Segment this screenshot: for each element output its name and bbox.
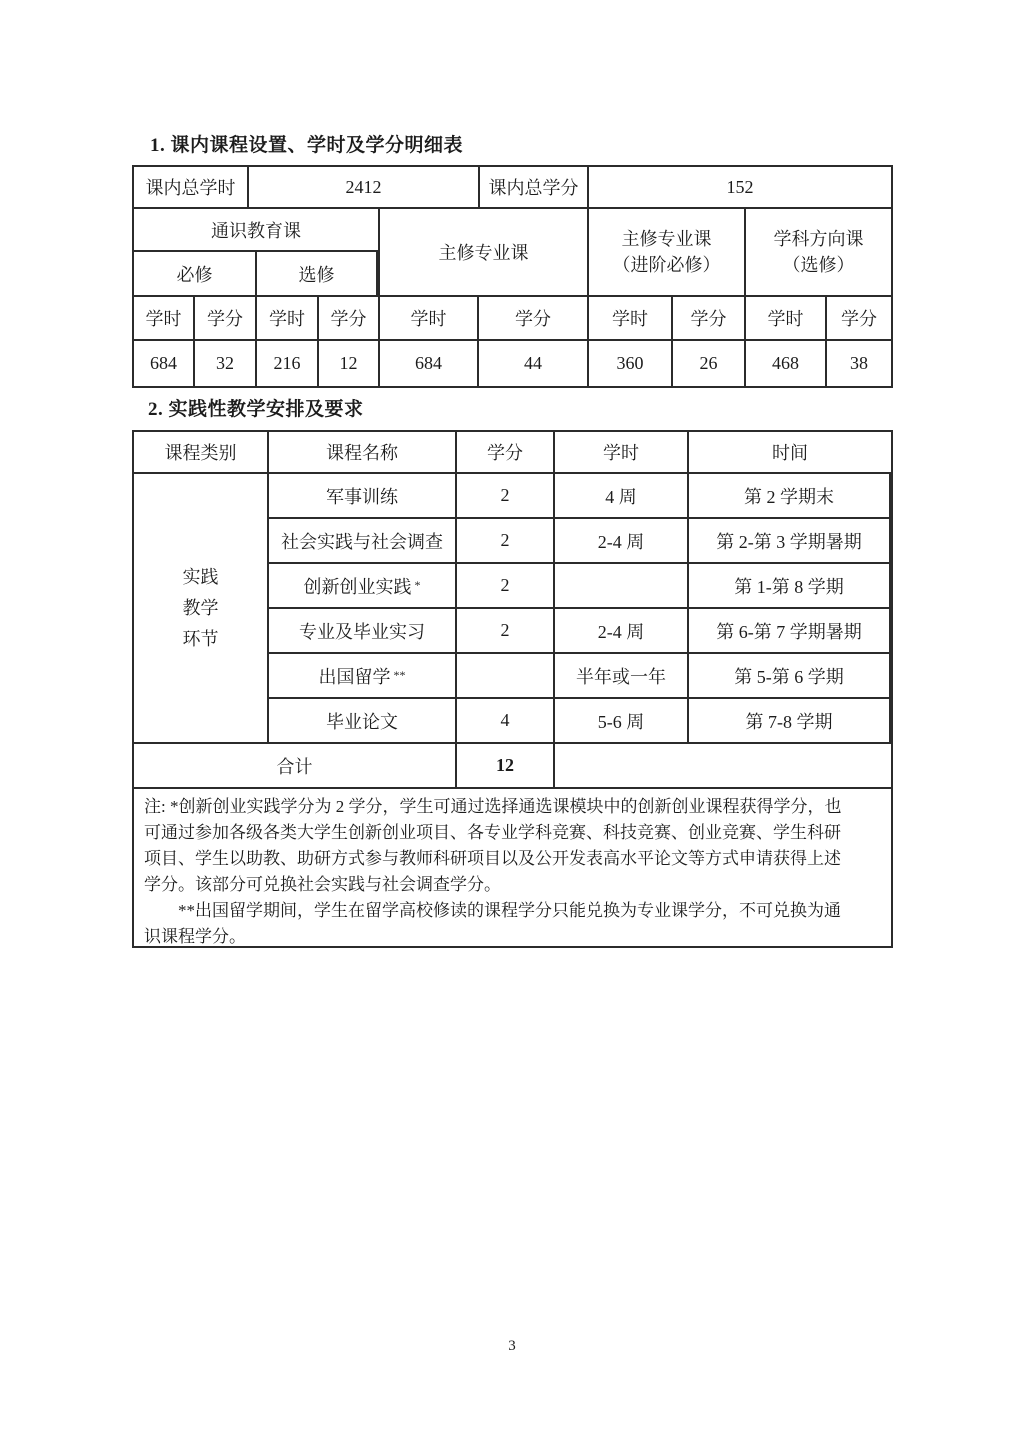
course-hours-cell: 2-4 周	[555, 519, 689, 562]
section1-title: 1. 课内课程设置、学时及学分明细表	[150, 135, 464, 156]
course-credits-cell: 2	[457, 564, 555, 607]
req-credits-value-cell: 32	[195, 341, 257, 386]
course-credits-cell	[457, 654, 555, 697]
course-hours-cell: 半年或一年	[555, 654, 689, 697]
category-header-cell: 课程类别	[134, 432, 269, 472]
hours-credits-value-row	[134, 341, 891, 386]
note-line: 可通过参加各级各类大学生创新创业项目、各专业学科竞赛、科技竞赛、创业竞赛、学生科研	[144, 823, 841, 842]
page-number: 3	[508, 1338, 516, 1354]
dir-hours-header-cell: 学时	[746, 297, 827, 339]
course-name-text: 出国留学	[318, 666, 391, 687]
total-credits-label-cell: 课内总学分	[480, 167, 589, 207]
practice-teaching-table	[132, 430, 893, 948]
major-advanced-line2: （进阶必修）	[612, 255, 721, 275]
total-hours-label-cell: 课内总学时	[134, 167, 249, 207]
dir-credits-header-cell: 学分	[841, 309, 877, 329]
course-time-cell: 第 6-第 7 学期暑期	[689, 609, 891, 652]
category-line: 实践	[182, 566, 219, 587]
course-hours-cell: 5-6 周	[555, 699, 689, 742]
course-hours-cell	[555, 564, 689, 607]
table-note	[134, 789, 891, 946]
general-ed-split-row	[134, 252, 378, 295]
elec-hours-header-cell: 学时	[257, 297, 319, 339]
req-hours-value-cell: 684	[134, 341, 195, 386]
required-header-cell: 必修	[134, 252, 257, 295]
practice-header-row	[134, 432, 891, 474]
major-advanced-header-cell	[589, 209, 746, 295]
note-line: 识课程学分。	[144, 927, 246, 946]
practice-rows	[269, 474, 891, 742]
course-name-cell: 军事训练	[269, 474, 457, 517]
table-row	[269, 519, 891, 564]
course-credits-cell: 2	[457, 609, 555, 652]
req-credits-header-cell: 学分	[195, 297, 257, 339]
course-time-cell: 第 1-第 8 学期	[689, 564, 891, 607]
note-line: 项目、学生以助教、助研方式参与教师科研项目以及公开发表高水平论文等方式申请获得上述	[144, 849, 841, 868]
note-line: 学分。该部分可兑换社会实践与社会调查学分。	[144, 875, 501, 894]
total-credits-value-cell: 152	[726, 176, 754, 197]
elec-credits-header-cell: 学分	[319, 297, 380, 339]
dir-credits-value-cell: 38	[850, 353, 868, 373]
elec-credits-value-cell: 12	[319, 341, 380, 386]
major-core-header-cell: 主修专业课	[380, 209, 589, 295]
course-time-cell: 第 2 学期末	[689, 474, 891, 517]
course-time-cell: 第 7-8 学期	[689, 699, 891, 742]
elec-hours-value-cell: 216	[257, 341, 319, 386]
name-header-cell: 课程名称	[269, 432, 457, 472]
adv-hours-value-cell: 360	[589, 341, 673, 386]
category-line: 教学	[182, 597, 219, 618]
category-line: 环节	[182, 628, 219, 649]
core-credits-value-cell: 44	[479, 341, 589, 386]
core-hours-value-cell: 684	[380, 341, 479, 386]
table-row	[269, 699, 891, 742]
practice-body	[134, 474, 891, 744]
section2-title: 2. 实践性教学安排及要求	[148, 399, 364, 420]
course-name-text: 创新创业实践	[303, 576, 412, 597]
practice-category-cell	[134, 474, 269, 742]
course-name-cell: 毕业论文	[269, 699, 457, 742]
adv-credits-header-cell: 学分	[673, 297, 746, 339]
course-time-cell: 第 5-第 6 学期	[689, 654, 891, 697]
note-line: **出国留学期间，学生在留学高校修读的课程学分只能兑换为专业课学分，不可兑换为通	[178, 901, 841, 920]
core-credits-header-cell: 学分	[479, 297, 589, 339]
elective-header-cell: 选修	[257, 252, 378, 295]
table-row	[269, 474, 891, 519]
course-name-cell: 专业及毕业实习	[269, 609, 457, 652]
core-hours-header-cell: 学时	[380, 297, 479, 339]
total-label-cell: 合计	[134, 744, 457, 787]
course-hours-cell: 2-4 周	[555, 609, 689, 652]
total-hours-value-cell: 2412	[249, 167, 480, 207]
table-row	[269, 654, 891, 699]
summary-row	[134, 167, 891, 209]
course-name-cell: 社会实践与社会调查	[269, 519, 457, 562]
req-hours-header-cell: 学时	[134, 297, 195, 339]
total-credits-cell: 12	[457, 744, 555, 787]
inclass-course-table	[132, 165, 893, 388]
table-row	[269, 564, 891, 609]
note-line: 注: *创新创业实践学分为 2 学分，学生可通过选择通选课模块中的创新创业课程获得学分，也	[144, 797, 842, 816]
adv-hours-header-cell: 学时	[589, 297, 673, 339]
adv-credits-value-cell: 26	[673, 341, 746, 386]
course-credits-cell: 2	[457, 474, 555, 517]
total-empty-cell	[555, 744, 891, 787]
table-row	[269, 609, 891, 654]
course-hours-cell: 4 周	[555, 474, 689, 517]
direction-line2: （选修）	[782, 255, 855, 275]
course-name-cell: 创新创业实践 *	[269, 564, 457, 607]
general-ed-header-cell: 通识教育课	[134, 209, 378, 252]
hours-credits-header-row	[134, 297, 891, 341]
general-ed-group	[134, 209, 380, 295]
course-group-header-row	[134, 209, 891, 297]
direction-header-cell	[746, 209, 891, 295]
time-header-cell: 时间	[772, 443, 808, 463]
hours-header-cell: 学时	[555, 432, 689, 472]
total-row	[134, 744, 891, 789]
course-credits-cell: 4	[457, 699, 555, 742]
credits-header-cell: 学分	[457, 432, 555, 472]
course-name-cell: 出国留学 **	[269, 654, 457, 697]
dir-hours-value-cell: 468	[746, 341, 827, 386]
course-credits-cell: 2	[457, 519, 555, 562]
direction-line1: 学科方向课	[773, 229, 864, 249]
major-advanced-line1: 主修专业课	[621, 229, 712, 249]
course-time-cell: 第 2-第 3 学期暑期	[689, 519, 891, 562]
